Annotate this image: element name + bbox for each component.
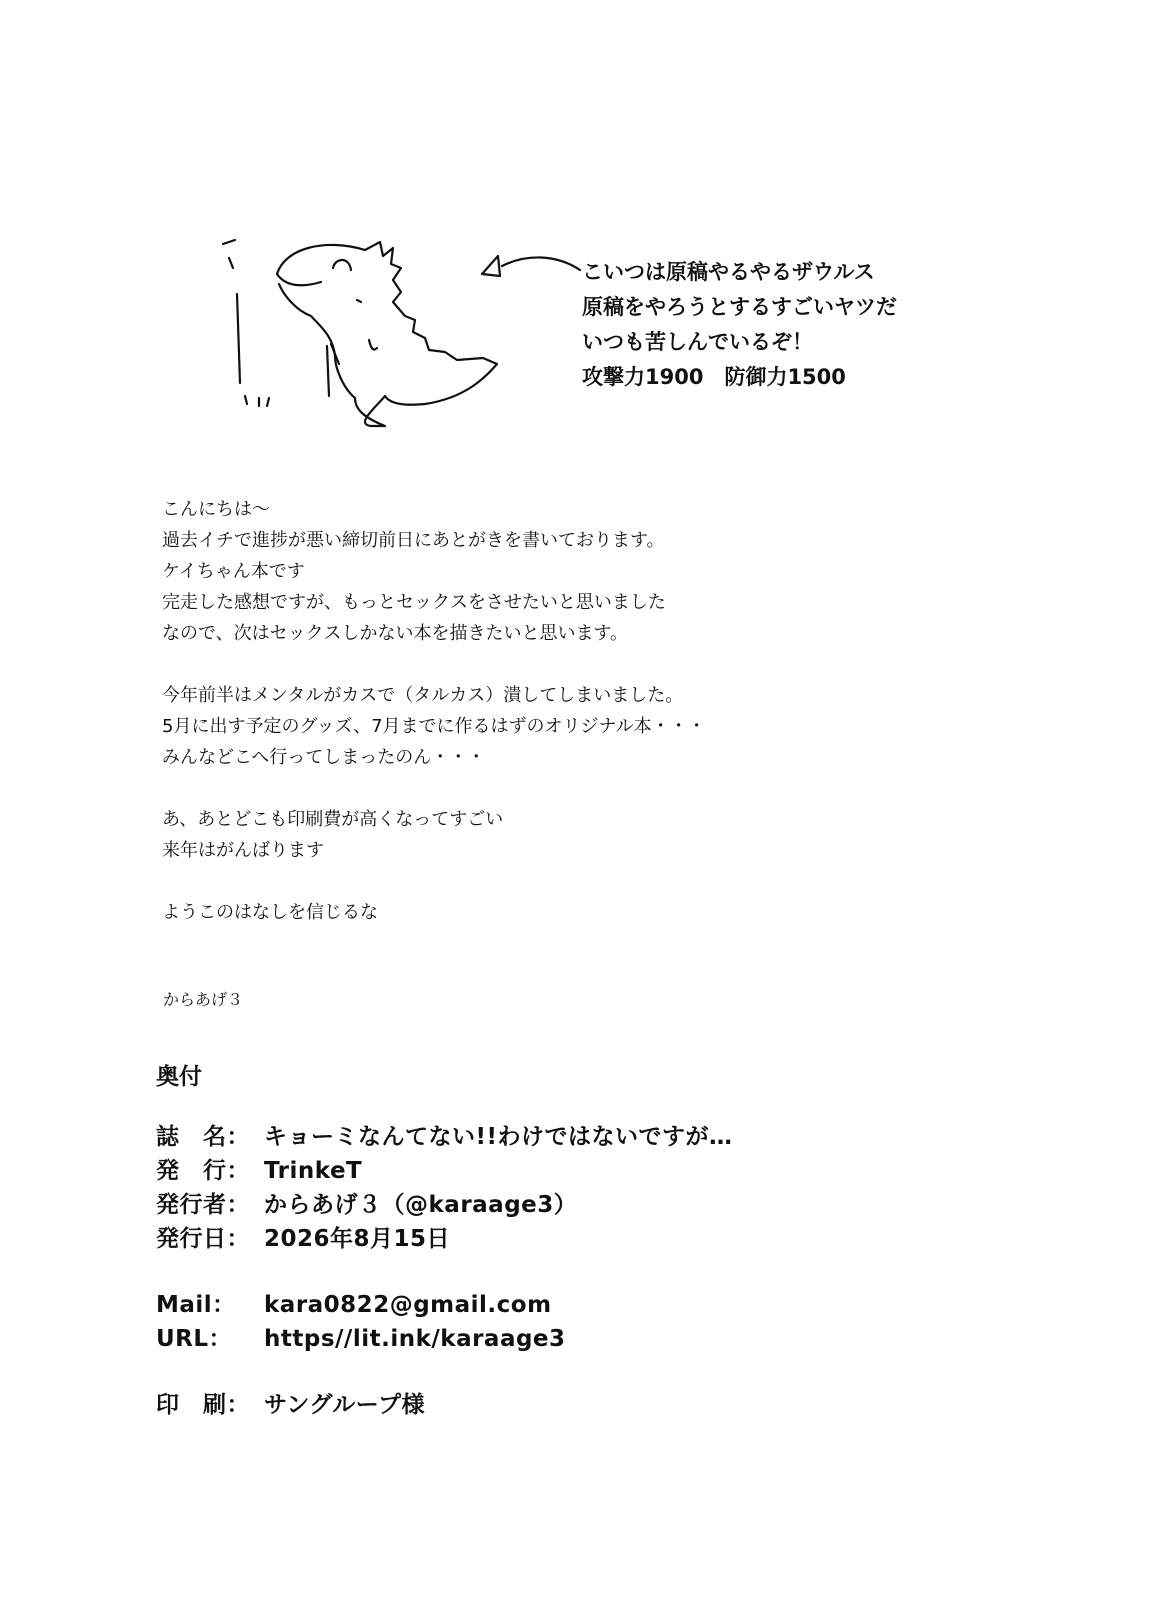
afterword-line: 過去イチで進捗が悪い締切前日にあとがきを書いております。 [162, 530, 665, 551]
colophon-value: TrinkeT [264, 1158, 363, 1184]
afterword-line: 今年前半はメンタルがカスで（タルカス）潰してしまいました。 [162, 685, 684, 706]
caption-line: こいつは原稿やるやるザウルス [582, 260, 875, 284]
colophon-key: 発 行： [156, 1158, 250, 1184]
arrow-left-icon [476, 248, 586, 288]
colophon-value: キョーミなんてない!!わけではないですが… [264, 1124, 733, 1150]
colophon-row-mail [156, 1288, 732, 1322]
afterword-line: 5月に出す予定のグッズ、7月までに作るはずのオリジナル本・・・ [162, 716, 706, 737]
colophon-value: からあげ３（@karaage3） [264, 1192, 578, 1218]
caption-line: いつも苦しんでいるぞ！ [582, 330, 813, 354]
colophon-key: 発行者： [156, 1192, 250, 1218]
colophon-gap [156, 1356, 732, 1388]
caption-line: 攻撃力1900 防御力1500 [582, 365, 846, 389]
afterword-text [162, 494, 706, 928]
afterword-line: みんなどこへ行ってしまったのん・・・ [162, 747, 486, 768]
colophon-row-date [156, 1222, 732, 1256]
caption-line: 原稿をやろうとするすごいヤツだ [582, 295, 897, 319]
colophon-gap [156, 1256, 732, 1288]
colophon-row-title [156, 1120, 732, 1154]
afterword-line: 来年はがんばります [162, 840, 324, 861]
colophon-row-url [156, 1322, 732, 1356]
colophon-value: サングループ様 [264, 1392, 426, 1418]
afterword-gap [162, 866, 706, 897]
colophon [156, 1120, 732, 1422]
afterword-line: 完走した感想ですが、もっとセックスをさせたいと思いました [162, 592, 666, 613]
colophon-key: URL： [156, 1326, 233, 1352]
colophon-row-printer [156, 1388, 732, 1422]
colophon-key: Mail： [156, 1292, 236, 1318]
colophon-value: 2026年8月15日 [264, 1226, 451, 1252]
colophon-key: 印 刷： [156, 1392, 250, 1418]
afterword-gap [162, 649, 706, 680]
mail-link[interactable]: kara0822@gmail.com [264, 1292, 552, 1318]
colophon-row-issuer [156, 1188, 732, 1222]
sketch-caption [582, 255, 897, 395]
colophon-key: 誌 名： [156, 1124, 250, 1150]
afterword-line: ケイちゃん本です [162, 561, 305, 582]
afterword-line: あ、あとどこも印刷費が高くなってすごい [162, 809, 504, 830]
author-signature: からあげ３ [163, 990, 244, 1009]
url-link[interactable]: https//lit.ink/karaage3 [264, 1326, 566, 1352]
afterword-line: なので、次はセックスしかない本を描きたいと思います。 [162, 623, 629, 644]
colophon-title: 奥付 [156, 1064, 202, 1090]
colophon-row-publisher [156, 1154, 732, 1188]
afterword-gap [162, 773, 706, 804]
colophon-key: 発行日： [156, 1226, 250, 1252]
afterword-line: こんにちは～ [162, 499, 270, 520]
afterword-line: ようこのはなしを信じるな [162, 902, 378, 923]
